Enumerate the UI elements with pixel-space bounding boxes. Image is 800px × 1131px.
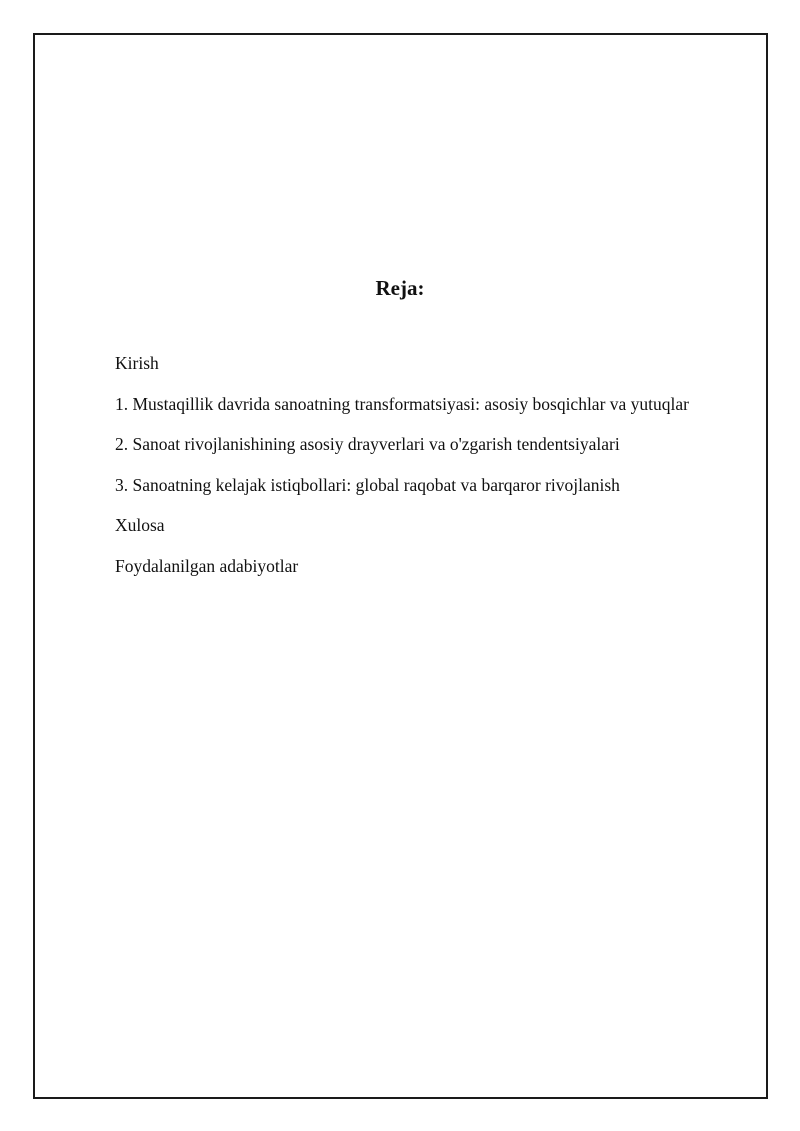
table-of-contents xyxy=(115,349,689,592)
toc-item-chapter-1: 1. Mustaqillik davrida sanoatning transformatsiyasi: asosiy bosqichlar va yutuqlar xyxy=(115,393,689,414)
toc-item-conclusion: Xulosa xyxy=(115,515,165,535)
toc-item-chapter-3: 3. Sanoatning kelajak istiqbollari: global raqobat va barqaror rivojlanish xyxy=(115,474,620,495)
toc-item-chapter-2: 2. Sanoat rivojlanishining asosiy drayverlari va o'zgarish tendentsiyalari xyxy=(115,434,620,454)
toc-item-references: Foydalanilgan adabiyotlar xyxy=(115,555,299,576)
toc-item-introduction: Kirish xyxy=(115,353,159,373)
page-title: Reja: xyxy=(375,276,425,300)
